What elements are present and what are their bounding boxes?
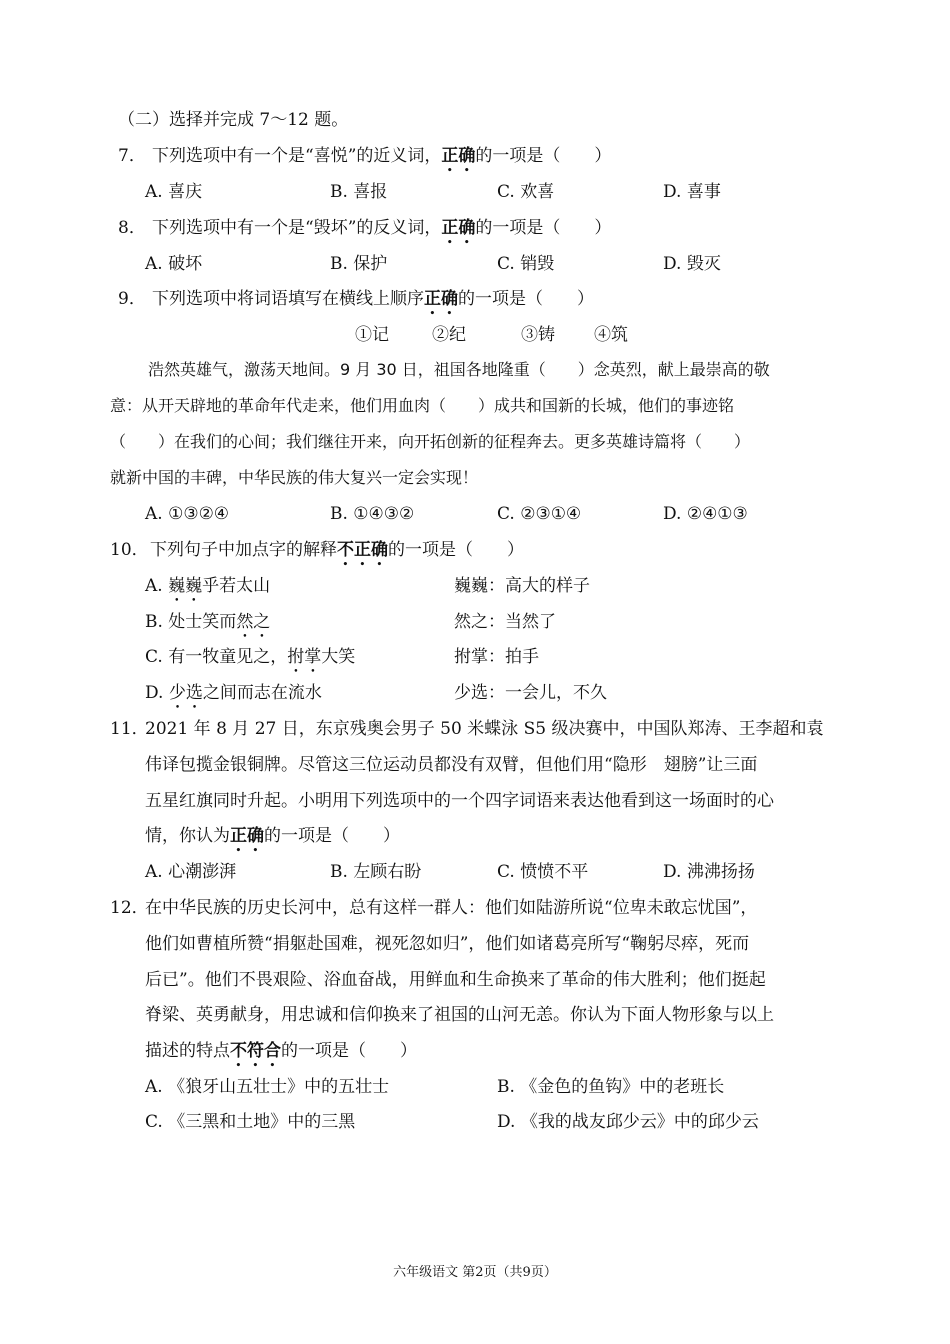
q12-option-c: C. 《三黑和土地》中的三黑 xyxy=(145,1112,356,1132)
q9-option-c: C. ②③①④ xyxy=(497,504,582,524)
dotted-word: 拊掌 xyxy=(287,647,322,667)
option-text: 之间而志在流水 xyxy=(202,683,322,703)
q9-word-2: ②纪 xyxy=(432,325,466,345)
emphasis-text: 正确 xyxy=(230,826,264,846)
q9-word-3: ③铸 xyxy=(521,325,555,345)
question-10-stem xyxy=(110,538,524,570)
q12-text-line: 脊梁、英勇献身，用忠诚和信仰换来了祖国的山河无恙。你认为下面人物形象与以上 xyxy=(145,1005,774,1025)
question-number: 8． xyxy=(118,218,146,238)
q10-option-a xyxy=(145,574,270,606)
q9-passage-line: 浩然英雄气，激荡天地间。9 月 30 日，祖国各地隆重（ ）念英烈，献上最崇高的敬 xyxy=(148,360,770,379)
q7-option-b: B. 喜报 xyxy=(330,182,388,202)
q10-option-c xyxy=(145,645,355,677)
q11-option-d: D. 沸沸扬扬 xyxy=(663,862,755,882)
stem-text: 下列选项中有一个是“喜悦”的近义词， xyxy=(152,146,442,166)
q8-option-d: D. 毁灭 xyxy=(663,254,721,274)
dotted-word: 少选 xyxy=(168,683,203,703)
q11-text-line xyxy=(145,824,400,856)
q9-word-4: ④筑 xyxy=(594,325,628,345)
section-title: （二）选择并完成 7～12 题。 xyxy=(118,110,349,130)
question-number: 9． xyxy=(118,289,146,309)
q9-option-a: A. ①③②④ xyxy=(145,504,230,524)
q11-option-b: B. 左顾右盼 xyxy=(330,862,422,882)
stem-text: 的一项是（ ） xyxy=(475,218,612,238)
question-number: 7． xyxy=(118,146,146,166)
question-number: 10． xyxy=(110,540,149,560)
option-text: 大笑 xyxy=(321,647,356,667)
question-number-12: 12． xyxy=(110,898,149,918)
emphasis-text: 正确 xyxy=(424,289,458,309)
q10-explanation-c: 拊掌：拍手 xyxy=(454,647,539,667)
q7-option-d: D. 喜事 xyxy=(663,182,721,202)
q12-text-line: 他们如曹植所赞“捐躯赴国难，视死忽如归”，他们如诸葛亮所写“鞠躬尽瘁，死而 xyxy=(145,934,750,954)
q9-passage-line: 意：从开天辟地的革命年代走来，他们用血肉（ ）成共和国新的长城，他们的事迹铭 xyxy=(110,396,735,415)
q12-text-line: 后已”。他们不畏艰险、浴血奋战，用鲜血和生命换来了革命的伟大胜利；他们挺起 xyxy=(145,970,766,990)
q7-option-a: A. 喜庆 xyxy=(145,182,203,202)
q9-option-d: D. ②④①③ xyxy=(663,504,748,524)
q10-explanation-d: 少选：一会儿，不久 xyxy=(454,683,607,703)
q11-text-line: 五星红旗同时升起。小明用下列选项中的一个四字词语来表达他看到这一场面时的心 xyxy=(145,791,774,811)
q8-option-a: A. 破坏 xyxy=(145,254,203,274)
stem-text: 的一项是（ ） xyxy=(264,826,400,846)
q9-word-1: ①记 xyxy=(355,325,389,345)
q9-option-b: B. ①④③② xyxy=(330,504,415,524)
stem-text: 的一项是（ ） xyxy=(475,146,612,166)
q9-passage-line: （ ）在我们的心间；我们继往开来，向开拓创新的征程奔去。更多英雄诗篇将（ ） xyxy=(110,432,751,451)
q10-explanation-b: 然之：当然了 xyxy=(454,612,556,632)
q11-option-c: C. 愤愤不平 xyxy=(497,862,589,882)
stem-text: 下列句子中加点字的解释 xyxy=(150,540,337,560)
q8-option-c: C. 销毁 xyxy=(497,254,555,274)
emphasis-text: 不符合 xyxy=(230,1041,281,1061)
stem-text: 描述的特点 xyxy=(145,1041,230,1061)
option-text: C. 有一牧童见之， xyxy=(145,647,288,667)
q12-option-a: A. 《狼牙山五壮士》中的五壮士 xyxy=(145,1077,390,1097)
q11-text-line: 伟译包揽金银铜牌。尽管这三位运动员都没有双臂，但他们用“隐形 翅膀”让三面 xyxy=(145,755,758,775)
emphasis-text: 正确 xyxy=(441,146,476,166)
q12-option-d: D. 《我的战友邱少云》中的邱少云 xyxy=(497,1112,759,1132)
stem-text: 的一项是（ ） xyxy=(458,289,594,309)
q10-option-b xyxy=(145,610,270,642)
option-text: 乎若太山 xyxy=(202,576,271,596)
q7-option-c: C. 欢喜 xyxy=(497,182,555,202)
stem-text: 下列选项中将词语填写在横线上顺序 xyxy=(152,289,424,309)
dotted-word: 巍巍 xyxy=(168,576,203,596)
q10-explanation-a: 巍巍：高大的样子 xyxy=(454,576,590,596)
q8-option-b: B. 保护 xyxy=(330,254,388,274)
q10-option-d xyxy=(145,681,322,713)
emphasis-text: 正确 xyxy=(441,218,476,238)
option-text: D. xyxy=(145,683,169,703)
q11-option-a: A. 心潮澎湃 xyxy=(145,862,237,882)
q12-text-line: 在中华民族的历史长河中，总有这样一群人：他们如陆游所说“位卑未敢忘忧国”， xyxy=(145,898,758,918)
q12-option-b: B. 《金色的鱼钩》中的老班长 xyxy=(497,1077,725,1097)
stem-text: 的一项是（ ） xyxy=(281,1041,417,1061)
question-number-11: 11． xyxy=(110,719,149,739)
question-7-stem xyxy=(118,144,611,176)
page-footer: 六年级语文 第2页（共9页） xyxy=(393,1265,557,1280)
q11-text-line: 2021 年 8 月 27 日，东京残奥会男子 50 米蝶泳 S5 级决赛中，中国队郑涛、王李超和袁 xyxy=(145,719,824,739)
option-text: A. xyxy=(145,576,169,596)
question-8-stem xyxy=(118,216,611,248)
dotted-word: 然之 xyxy=(236,612,271,632)
option-text: B. 处士笑而 xyxy=(145,612,237,632)
emphasis-text: 不正确 xyxy=(337,540,388,560)
q9-passage-line: 就新中国的丰碑，中华民族的伟大复兴一定会实现！ xyxy=(110,468,479,487)
question-9-stem xyxy=(118,287,594,319)
stem-text: 下列选项中有一个是“毁坏”的反义词， xyxy=(152,218,442,238)
stem-text: 情，你认为 xyxy=(145,826,230,846)
stem-text: 的一项是（ ） xyxy=(388,540,524,560)
q12-text-line xyxy=(145,1039,417,1071)
